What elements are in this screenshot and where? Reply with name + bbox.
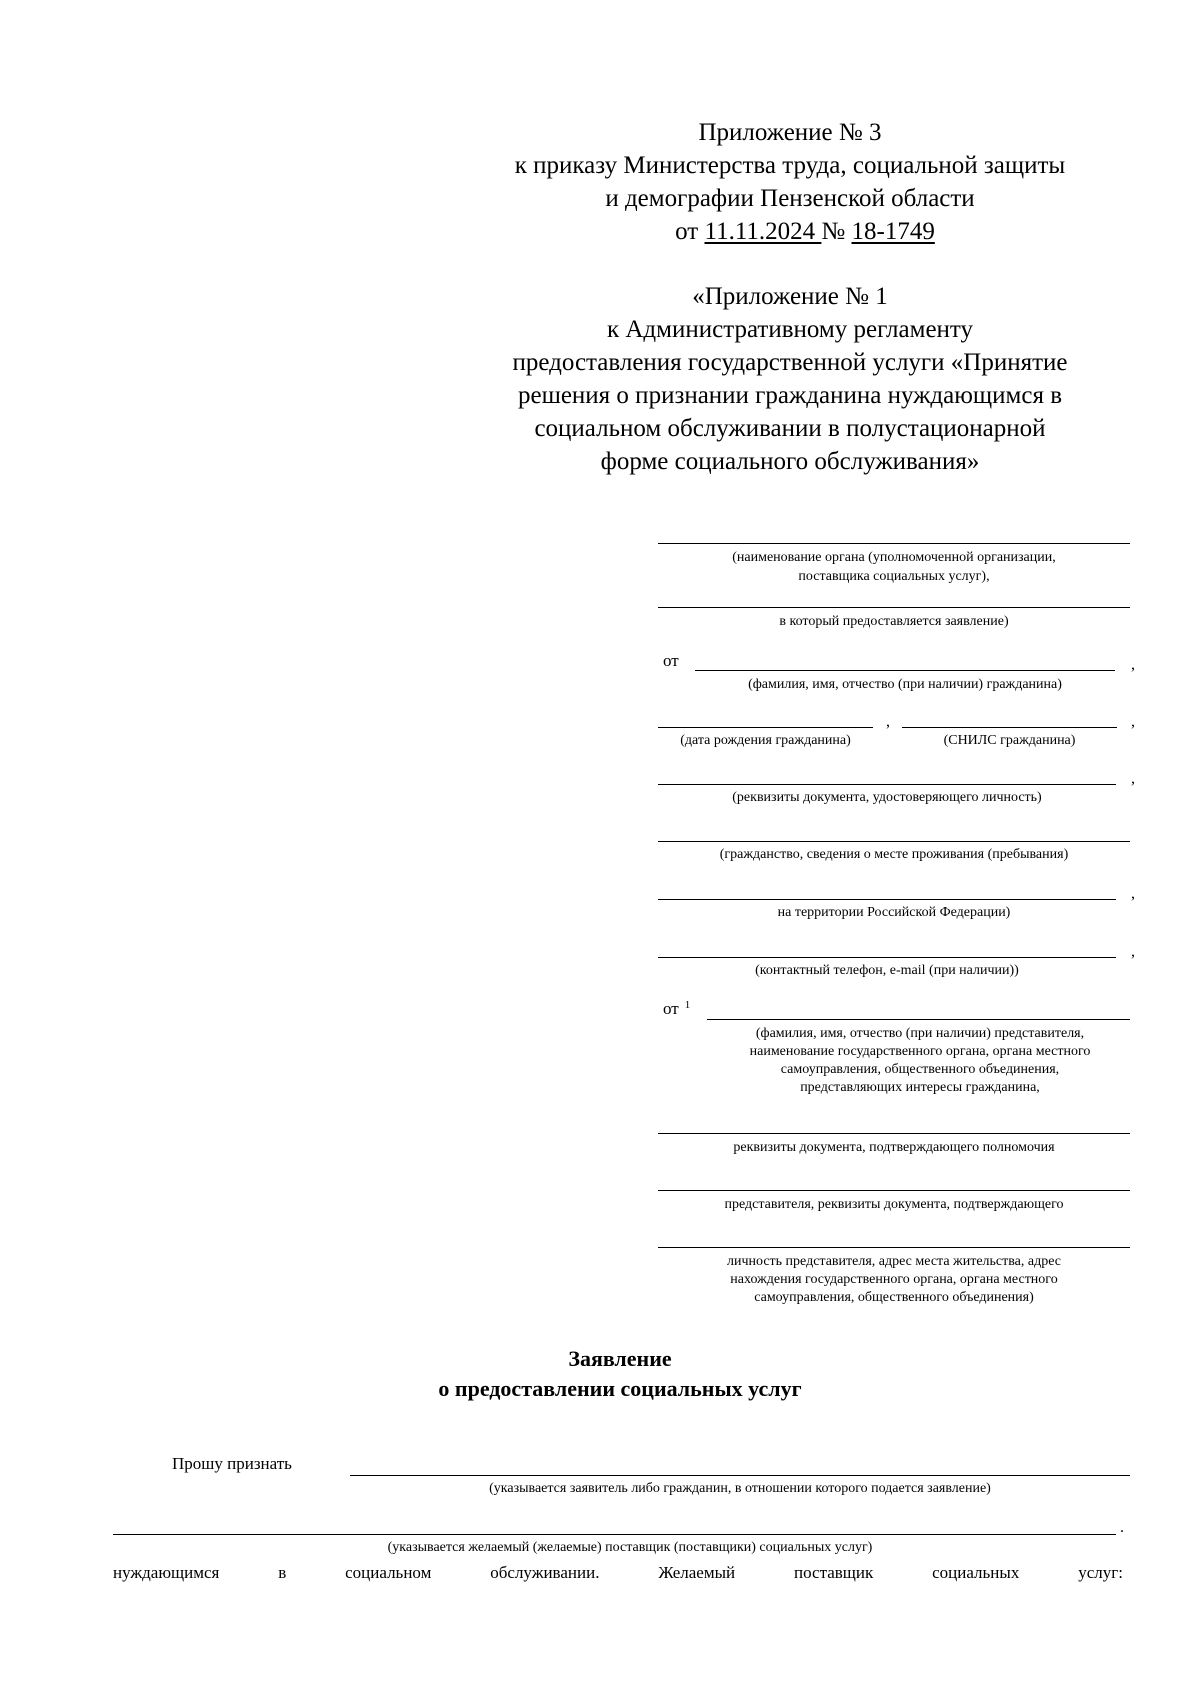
rep-authority-field[interactable] bbox=[658, 1133, 1130, 1134]
rep-caption-6: представителя, реквизиты документа, подтверждающего bbox=[724, 1197, 1064, 1212]
dob-caption: (дата рождения гражданина) bbox=[680, 733, 851, 748]
representative-field[interactable] bbox=[707, 1019, 1130, 1020]
word: социальном bbox=[345, 1563, 432, 1582]
organ-caption-3: в который предоставляется заявление) bbox=[779, 614, 1009, 629]
rep-caption-2: наименование государственного органа, органа местного bbox=[749, 1044, 1091, 1059]
snils-comma: , bbox=[1131, 713, 1135, 730]
from-label-representative bbox=[663, 999, 690, 1019]
contacts-caption: (контактный телефон, e-mail (при наличии)) bbox=[755, 963, 1019, 978]
contacts-field[interactable] bbox=[658, 957, 1116, 958]
word: социальных bbox=[932, 1563, 1020, 1582]
word: в bbox=[278, 1563, 287, 1582]
organ-name-field[interactable] bbox=[658, 543, 1130, 544]
appendix-3-order-line: к приказу Министерства труда, социальной защиты bbox=[514, 152, 1066, 179]
document-title: Заявление bbox=[568, 1346, 672, 1371]
appendix-3-region-line: и демографии Пензенской области bbox=[605, 185, 975, 212]
rep-identity-field[interactable] bbox=[658, 1190, 1130, 1191]
applicant-caption: (указывается заявитель либо гражданин, в отношении которого подается заявление) bbox=[489, 1481, 991, 1496]
residence-caption-2: на территории Российской Федерации) bbox=[777, 905, 1011, 920]
id-document-field[interactable] bbox=[658, 784, 1116, 785]
organ-caption-1: (наименование органа (уполномоченной организации, bbox=[732, 550, 1056, 565]
body-text-line bbox=[113, 1563, 1123, 1583]
date-prefix: от bbox=[675, 218, 705, 245]
appendix-1-title: «Приложение № 1 bbox=[692, 283, 888, 310]
document-subtitle: о предоставлении социальных услуг bbox=[438, 1376, 802, 1401]
appendix-1-line-2: к Административному регламенту bbox=[606, 316, 974, 343]
number-sign: № bbox=[821, 218, 852, 245]
applicant-fio-field[interactable] bbox=[695, 670, 1115, 671]
rep-address-field[interactable] bbox=[658, 1247, 1130, 1248]
residence-comma: , bbox=[1131, 885, 1135, 902]
birth-date-field[interactable] bbox=[658, 727, 873, 728]
appendix-1-line-6: форме социального обслуживания» bbox=[600, 448, 980, 475]
id-document-caption: (реквизиты документа, удостоверяющего личность) bbox=[732, 790, 1042, 805]
residence-field[interactable] bbox=[658, 841, 1130, 842]
appendix-3-date-line bbox=[445, 215, 1135, 248]
request-label: Прошу признать bbox=[172, 1454, 292, 1473]
fio-caption: (фамилия, имя, отчество (при наличии) гражданина) bbox=[748, 677, 1062, 692]
dob-comma: , bbox=[886, 713, 890, 730]
id-comma: , bbox=[1131, 770, 1135, 787]
rep-caption-8: нахождения государственного органа, органа местного bbox=[730, 1272, 1058, 1287]
applicant-field[interactable] bbox=[350, 1475, 1130, 1476]
provider-period: . bbox=[1120, 1519, 1124, 1536]
snils-caption: (СНИЛС гражданина) bbox=[943, 733, 1076, 748]
appendix-1-header bbox=[445, 280, 1135, 478]
rep-caption-1: (фамилия, имя, отчество (при наличии) представителя, bbox=[755, 1026, 1085, 1041]
provider-field[interactable] bbox=[113, 1534, 1116, 1535]
from-label: от bbox=[663, 651, 679, 670]
word: поставщик bbox=[794, 1563, 874, 1582]
rep-caption-5: реквизиты документа, подтверждающего полномочия bbox=[733, 1140, 1055, 1155]
rep-caption-3: самоуправления, общественного объединения, bbox=[780, 1062, 1060, 1077]
fio-comma: , bbox=[1131, 656, 1135, 673]
contacts-comma: , bbox=[1131, 943, 1135, 960]
appendix-1-line-4: решения о признании гражданина нуждающимся в bbox=[517, 382, 1063, 409]
footnote-mark: 1 bbox=[684, 999, 691, 1011]
residence-field-2[interactable] bbox=[658, 899, 1116, 900]
appendix-1-line-3: предоставления государственной услуги «Принятие bbox=[512, 349, 1068, 376]
appendix-1-line-5: социальном обслуживании в полустационарной bbox=[534, 415, 1046, 442]
organ-name-field-2[interactable] bbox=[658, 607, 1130, 608]
from-label-2: от bbox=[663, 999, 679, 1018]
snils-field[interactable] bbox=[902, 727, 1117, 728]
appendix-3-title: Приложение № 3 bbox=[698, 119, 882, 146]
word: обслуживании. bbox=[490, 1563, 600, 1582]
rep-caption-9: самоуправления, общественного объединения) bbox=[754, 1290, 1034, 1305]
order-date: 11.11.2024 bbox=[704, 218, 822, 245]
rep-caption-4: представляющих интересы гражданина, bbox=[800, 1080, 1040, 1095]
word: нуждающимся bbox=[113, 1563, 220, 1582]
rep-caption-7: личность представителя, адрес места жительства, адрес bbox=[726, 1254, 1061, 1269]
provider-caption: (указывается желаемый (желаемые) поставщик (поставщики) социальных услуг) bbox=[387, 1540, 873, 1555]
residence-caption-1: (гражданство, сведения о месте проживания (пребывания) bbox=[719, 847, 1069, 862]
word: Желаемый bbox=[658, 1563, 736, 1582]
appendix-3-header bbox=[445, 116, 1135, 248]
order-number: 18-1749 bbox=[851, 218, 935, 245]
organ-caption-2: поставщика социальных услуг), bbox=[798, 569, 990, 584]
word: услуг: bbox=[1078, 1563, 1123, 1582]
